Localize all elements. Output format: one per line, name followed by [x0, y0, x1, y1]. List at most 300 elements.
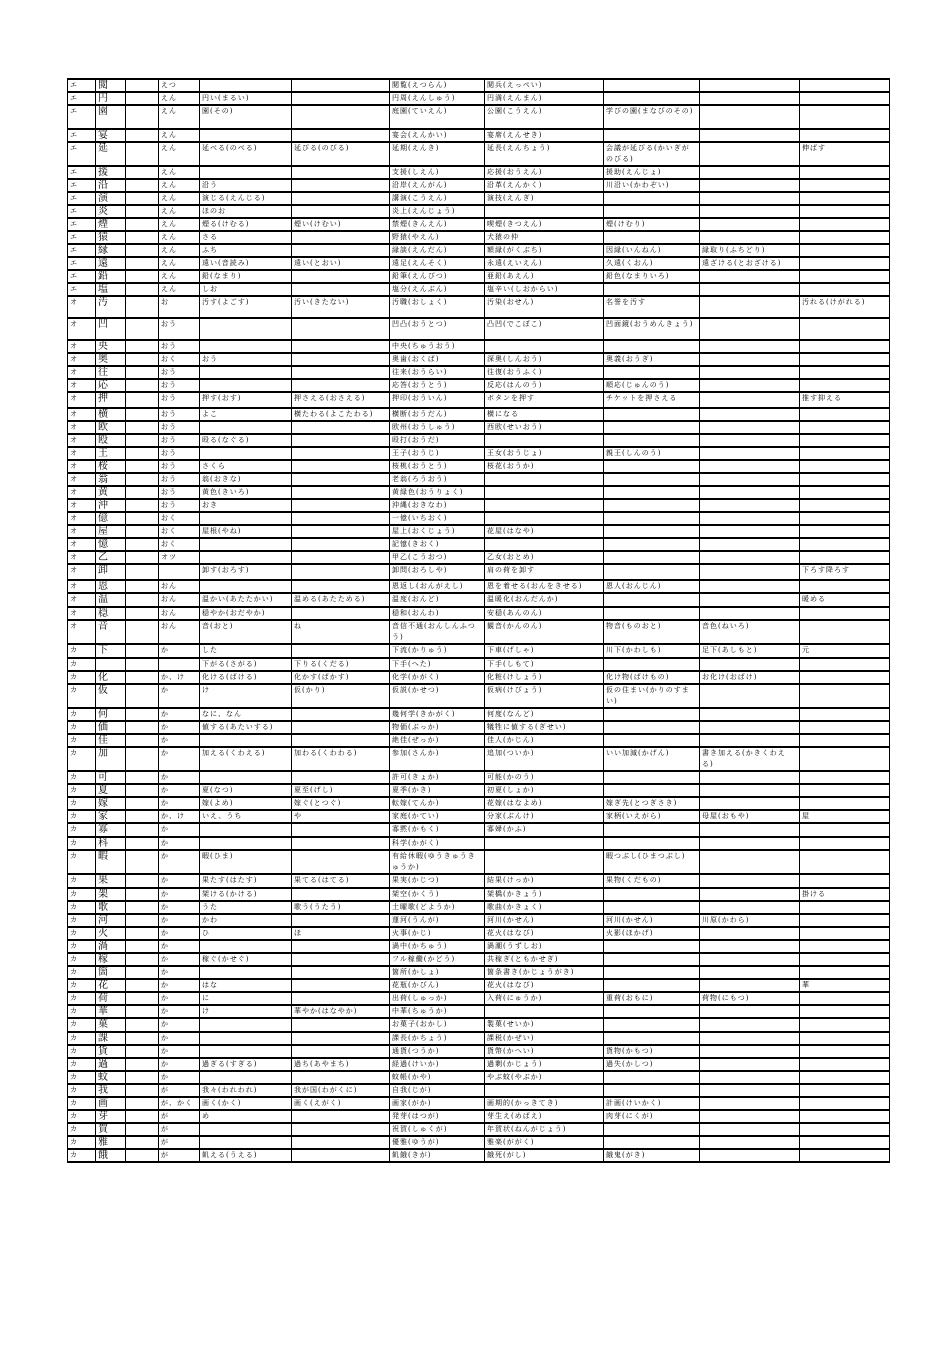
note-cell [800, 525, 890, 538]
example1-cell: 支援(しえん) [390, 166, 485, 179]
example4-cell [700, 525, 800, 538]
example2-cell: 雅楽(ががく) [485, 1136, 604, 1149]
kunyomi-cell [200, 366, 292, 379]
kunyomi2-cell: ね [292, 620, 390, 644]
onyomi-cell: か [159, 1005, 200, 1018]
example3-cell [604, 953, 700, 966]
table-row [68, 179, 890, 192]
kunyomi-cell: 稼ぐ(かせぐ) [200, 953, 292, 966]
row-group-cell: カ [68, 784, 96, 797]
table-row [68, 734, 890, 747]
example3-cell: 物音(ものおと) [604, 620, 700, 644]
kunyomi2-cell [292, 525, 390, 538]
blank-cell [126, 888, 159, 901]
example4-cell [700, 179, 800, 192]
table-row [68, 914, 890, 927]
table-row [68, 564, 890, 580]
kunyomi-cell [200, 837, 292, 850]
kanji-cell: 嫁 [96, 797, 126, 810]
example3-cell: 化け物(ばけもの) [604, 671, 700, 684]
note-cell [800, 1071, 890, 1084]
row-group-cell: オ [68, 318, 96, 340]
example3-cell [604, 366, 700, 379]
kanji-cell: 我 [96, 1084, 126, 1097]
row-group-cell: エ [68, 244, 96, 257]
blank-cell [126, 1123, 159, 1136]
kunyomi-cell: 殴る(なぐる) [200, 434, 292, 447]
example4-cell [700, 192, 800, 205]
kunyomi2-cell: 果てる(はてる) [292, 874, 390, 888]
note-cell [800, 1045, 890, 1058]
blank-cell [126, 1136, 159, 1149]
note-cell [800, 580, 890, 593]
example1-cell: 火事(かじ) [390, 927, 485, 940]
table-row [68, 721, 890, 734]
example3-cell: 鉛色(なまりいろ) [604, 270, 700, 283]
example4-cell [700, 283, 800, 296]
example3-cell [604, 434, 700, 447]
table-row [68, 1005, 890, 1018]
onyomi-cell: が [159, 1084, 200, 1097]
note-cell [800, 318, 890, 340]
note-cell [800, 771, 890, 784]
example1-cell: 欧州(おうしゅう) [390, 421, 485, 434]
blank-cell [126, 192, 159, 205]
kanji-cell: 家 [96, 810, 126, 823]
note-cell [800, 914, 890, 927]
row-group-cell: エ [68, 129, 96, 142]
example1-cell: 通貨(つうか) [390, 1045, 485, 1058]
blank-cell [126, 797, 159, 810]
blank-cell [126, 538, 159, 551]
kanji-cell: 花 [96, 979, 126, 992]
blank-cell [126, 270, 159, 283]
example2-cell: 亜鉛(あえん) [485, 270, 604, 283]
table-row [68, 283, 890, 296]
kunyomi-cell: しお [200, 283, 292, 296]
example3-cell: 因縁(いんねん) [604, 244, 700, 257]
onyomi-cell: えん [159, 192, 200, 205]
example3-cell [604, 525, 700, 538]
kunyomi2-cell: 画く(えがく) [292, 1097, 390, 1110]
onyomi-cell: えん [159, 270, 200, 283]
table-row [68, 231, 890, 244]
blank-cell [126, 953, 159, 966]
kunyomi2-cell [292, 92, 390, 105]
example2-cell: 王女(おうじょ) [485, 447, 604, 460]
example3-cell [604, 283, 700, 296]
example3-cell [604, 129, 700, 142]
note-cell [800, 927, 890, 940]
example3-cell [604, 593, 700, 607]
example2-cell: 円満(えんまん) [485, 92, 604, 105]
example2-cell [485, 850, 604, 874]
example4-cell [700, 512, 800, 525]
onyomi-cell: えん [159, 166, 200, 179]
example4-cell [700, 486, 800, 499]
kunyomi-cell: いえ、うち [200, 810, 292, 823]
row-group-cell: オ [68, 525, 96, 538]
kunyomi-cell: 煙る(けむる) [200, 218, 292, 231]
kunyomi2-cell [292, 192, 390, 205]
table-row [68, 512, 890, 525]
blank-cell [126, 1071, 159, 1084]
example2-cell [485, 837, 604, 850]
row-group-cell: オ [68, 564, 96, 580]
onyomi-cell: か [159, 927, 200, 940]
example4-cell [700, 1045, 800, 1058]
note-cell: 屋 [800, 810, 890, 823]
example3-cell: 重荷(おもに) [604, 992, 700, 1005]
kanji-cell: 凹 [96, 318, 126, 340]
kunyomi2-cell [292, 1071, 390, 1084]
example3-cell: 名誉を汚す [604, 296, 700, 318]
kunyomi2-cell [292, 966, 390, 979]
table-row [68, 392, 890, 408]
example2-cell: 貨幣(かへい) [485, 1045, 604, 1058]
example1-cell: 寡黙(かもく) [390, 823, 485, 837]
onyomi-cell: か [159, 797, 200, 810]
example3-cell [604, 966, 700, 979]
kunyomi-cell: おう [200, 353, 292, 366]
example3-cell: 餓鬼(がき) [604, 1149, 700, 1162]
kunyomi2-cell [292, 460, 390, 473]
example4-cell [700, 953, 800, 966]
kunyomi-cell: よこ [200, 408, 292, 421]
row-group-cell: カ [68, 721, 96, 734]
example3-cell [604, 499, 700, 512]
blank-cell [126, 927, 159, 940]
table-row [68, 244, 890, 257]
kunyomi-cell [200, 1045, 292, 1058]
example2-cell: 何度(なんど) [485, 708, 604, 721]
row-group-cell: オ [68, 296, 96, 318]
kanji-cell: 奥 [96, 353, 126, 366]
kanji-cell: 過 [96, 1058, 126, 1071]
onyomi-cell: おく [159, 525, 200, 538]
example4-cell [700, 551, 800, 564]
example4-cell [700, 447, 800, 460]
example3-cell [604, 231, 700, 244]
example1-cell: お菓子(おかし) [390, 1018, 485, 1032]
row-group-cell: エ [68, 179, 96, 192]
onyomi-cell: お [159, 296, 200, 318]
example4-cell [700, 92, 800, 105]
table-row [68, 525, 890, 538]
example1-cell: 果実(かじつ) [390, 874, 485, 888]
row-group-cell: カ [68, 708, 96, 721]
row-group-cell: カ [68, 658, 96, 671]
kunyomi2-cell [292, 244, 390, 257]
example1-cell: 記憶(きおく) [390, 538, 485, 551]
example2-cell [485, 512, 604, 525]
example4-cell: 縁取り(ふちどり) [700, 244, 800, 257]
example2-cell: 観音(かんのん) [485, 620, 604, 644]
onyomi-cell: か [159, 747, 200, 771]
row-group-cell: エ [68, 231, 96, 244]
example4-cell [700, 421, 800, 434]
kanji-cell: 蚊 [96, 1071, 126, 1084]
blank-cell [126, 721, 159, 734]
onyomi-cell: が、かく [159, 1097, 200, 1110]
kanji-cell: 援 [96, 166, 126, 179]
table-row [68, 473, 890, 486]
kanji-cell: 黄 [96, 486, 126, 499]
blank-cell [126, 408, 159, 421]
example3-cell: 学びの園(まなびのその) [604, 105, 700, 129]
row-group-cell: オ [68, 607, 96, 620]
example3-cell: 恩人(おんじん) [604, 580, 700, 593]
kunyomi2-cell [292, 353, 390, 366]
blank-cell [126, 421, 159, 434]
table-row [68, 353, 890, 366]
example4-cell [700, 166, 800, 179]
row-group-cell: カ [68, 823, 96, 837]
blank-cell [126, 1097, 159, 1110]
example2-cell: 安穏(あんのん) [485, 607, 604, 620]
row-group-cell: オ [68, 620, 96, 644]
kunyomi2-cell: や [292, 810, 390, 823]
example4-cell [700, 771, 800, 784]
example3-cell: 順応(じゅんのう) [604, 379, 700, 392]
row-group-cell: エ [68, 218, 96, 231]
kunyomi-cell: 屋根(やね) [200, 525, 292, 538]
example3-cell [604, 1071, 700, 1084]
onyomi-cell: えん [159, 231, 200, 244]
blank-cell [126, 644, 159, 658]
example2-cell [485, 205, 604, 218]
kunyomi2-cell [292, 837, 390, 850]
row-group-cell: オ [68, 486, 96, 499]
row-group-cell: オ [68, 447, 96, 460]
table-row [68, 366, 890, 379]
row-group-cell: エ [68, 79, 96, 92]
onyomi-cell: か、け [159, 810, 200, 823]
kunyomi2-cell [292, 231, 390, 244]
example3-cell: 河川(かせん) [604, 914, 700, 927]
example1-cell: 鉛筆(えんぴつ) [390, 270, 485, 283]
example1-cell: 土曜歌(どようか) [390, 901, 485, 914]
onyomi-cell: が [159, 1110, 200, 1123]
kanji-cell: 炎 [96, 205, 126, 218]
kanji-cell: 化 [96, 671, 126, 684]
row-group-cell: オ [68, 580, 96, 593]
onyomi-cell: か [159, 734, 200, 747]
kunyomi-cell: 押す(おす) [200, 392, 292, 408]
table-row [68, 888, 890, 901]
blank-cell [126, 684, 159, 708]
blank-cell [126, 353, 159, 366]
example3-cell [604, 1123, 700, 1136]
example1-cell: 飢餓(きが) [390, 1149, 485, 1162]
kunyomi2-cell: 煙い(けむい) [292, 218, 390, 231]
blank-cell [126, 379, 159, 392]
example2-cell: 年賀状(ねんがじょう) [485, 1123, 604, 1136]
onyomi-cell: おん [159, 620, 200, 644]
example3-cell: 嫁ぎ先(とつぎさき) [604, 797, 700, 810]
table-row [68, 771, 890, 784]
note-cell [800, 257, 890, 270]
example2-cell: 犬猿の仲 [485, 231, 604, 244]
table-row [68, 927, 890, 940]
example1-cell: 課長(かちょう) [390, 1032, 485, 1045]
example4-cell [700, 708, 800, 721]
note-cell [800, 1005, 890, 1018]
example4-cell [700, 460, 800, 473]
table-row [68, 205, 890, 218]
example2-cell: 花火(はなび) [485, 979, 604, 992]
row-group-cell: エ [68, 283, 96, 296]
kanji-cell: 演 [96, 192, 126, 205]
kanji-cell: 温 [96, 593, 126, 607]
example4-cell [700, 797, 800, 810]
kanji-cell: 桜 [96, 460, 126, 473]
example1-cell: 宴会(えんかい) [390, 129, 485, 142]
kunyomi2-cell [292, 512, 390, 525]
table-row [68, 340, 890, 353]
example2-cell: 初夏(しょか) [485, 784, 604, 797]
kanji-cell: 横 [96, 408, 126, 421]
kanji-cell: 科 [96, 837, 126, 850]
onyomi-cell: か [159, 1032, 200, 1045]
example3-cell [604, 837, 700, 850]
example4-cell [700, 231, 800, 244]
kunyomi2-cell [292, 771, 390, 784]
row-group-cell: エ [68, 192, 96, 205]
example4-cell: 足下(あしもと) [700, 644, 800, 658]
example1-cell: 経過(けいか) [390, 1058, 485, 1071]
row-group-cell: カ [68, 1005, 96, 1018]
onyomi-cell: えん [159, 257, 200, 270]
example2-cell: 過剰(かじょう) [485, 1058, 604, 1071]
example2-cell: 汚染(おせん) [485, 296, 604, 318]
kanji-cell: 憶 [96, 538, 126, 551]
onyomi-cell: か [159, 979, 200, 992]
example2-cell: 寡婦(かふ) [485, 823, 604, 837]
blank-cell [126, 1005, 159, 1018]
note-cell [800, 408, 890, 421]
row-group-cell: カ [68, 850, 96, 874]
example4-cell [700, 129, 800, 142]
note-cell [800, 205, 890, 218]
onyomi-cell: おう [159, 460, 200, 473]
blank-cell [126, 105, 159, 129]
example3-cell [604, 940, 700, 953]
example2-cell: 芽生え(めばえ) [485, 1110, 604, 1123]
kunyomi2-cell: 温める(あたためる) [292, 593, 390, 607]
table-row [68, 79, 890, 92]
onyomi-cell: か [159, 823, 200, 837]
blank-cell [126, 1045, 159, 1058]
kanji-cell: 卸 [96, 564, 126, 580]
note-cell [800, 658, 890, 671]
note-cell [800, 708, 890, 721]
kunyomi-cell [200, 166, 292, 179]
example2-cell: 餓死(がし) [485, 1149, 604, 1162]
table-row [68, 318, 890, 340]
table-row [68, 551, 890, 564]
kunyomi-cell: 架ける(かける) [200, 888, 292, 901]
onyomi-cell: えん [159, 205, 200, 218]
example3-cell: 仮の住まい(かりのすまい) [604, 684, 700, 708]
table-row [68, 538, 890, 551]
example2-cell: ボタンを押す [485, 392, 604, 408]
row-group-cell: カ [68, 888, 96, 901]
onyomi-cell: か [159, 901, 200, 914]
table-row [68, 901, 890, 914]
table-row [68, 850, 890, 874]
example1-cell: 奥歯(おくば) [390, 353, 485, 366]
kunyomi2-cell: ほ [292, 927, 390, 940]
kunyomi-cell: 汚す(よごす) [200, 296, 292, 318]
example1-cell: 自我(じが) [390, 1084, 485, 1097]
table-row [68, 257, 890, 270]
kunyomi-cell [200, 1123, 292, 1136]
table-row [68, 1123, 890, 1136]
onyomi-cell: か [159, 1045, 200, 1058]
example4-cell: 音色(ねいろ) [700, 620, 800, 644]
kunyomi-cell: かわ [200, 914, 292, 927]
example3-cell: 肉芽(にくが) [604, 1110, 700, 1123]
onyomi-cell: おう [159, 434, 200, 447]
kunyomi-cell: 温かい(あたたかい) [200, 593, 292, 607]
example2-cell: 分家(ぶんけ) [485, 810, 604, 823]
example3-cell: 川下(かわしも) [604, 644, 700, 658]
kunyomi2-cell [292, 105, 390, 129]
row-group-cell: オ [68, 366, 96, 379]
blank-cell [126, 1018, 159, 1032]
example1-cell: 卸問(おろしや) [390, 564, 485, 580]
example4-cell [700, 901, 800, 914]
example1-cell: 野猿(やえん) [390, 231, 485, 244]
example1-cell: 閲覧(えつらん) [390, 79, 485, 92]
blank-cell [126, 283, 159, 296]
kunyomi2-cell [292, 366, 390, 379]
note-cell [800, 105, 890, 129]
blank-cell [126, 205, 159, 218]
note-cell [800, 874, 890, 888]
kanji-cell: 猿 [96, 231, 126, 244]
blank-cell [126, 837, 159, 850]
blank-cell [126, 1110, 159, 1123]
example2-cell: 渦潮(うずしお) [485, 940, 604, 953]
example1-cell: 縁談(えんだん) [390, 244, 485, 257]
row-group-cell: オ [68, 392, 96, 408]
example3-cell [604, 551, 700, 564]
note-cell [800, 486, 890, 499]
example2-cell [485, 434, 604, 447]
example4-cell [700, 142, 800, 166]
onyomi-cell: えん [159, 142, 200, 166]
note-cell [800, 353, 890, 366]
onyomi-cell: おう [159, 499, 200, 512]
kunyomi2-cell [292, 580, 390, 593]
kunyomi-cell [200, 1136, 292, 1149]
kunyomi2-cell [292, 1032, 390, 1045]
kunyomi-cell: 夏(なつ) [200, 784, 292, 797]
example4-cell [700, 270, 800, 283]
note-cell [800, 1110, 890, 1123]
example2-cell: 恩を着せる(おんをきせる) [485, 580, 604, 593]
onyomi-cell: か [159, 874, 200, 888]
onyomi-cell: えん [159, 283, 200, 296]
example1-cell: 老翁(ろうおう) [390, 473, 485, 486]
note-cell [800, 1123, 890, 1136]
table-row [68, 486, 890, 499]
example4-cell [700, 340, 800, 353]
row-group-cell: カ [68, 874, 96, 888]
kunyomi2-cell [292, 318, 390, 340]
